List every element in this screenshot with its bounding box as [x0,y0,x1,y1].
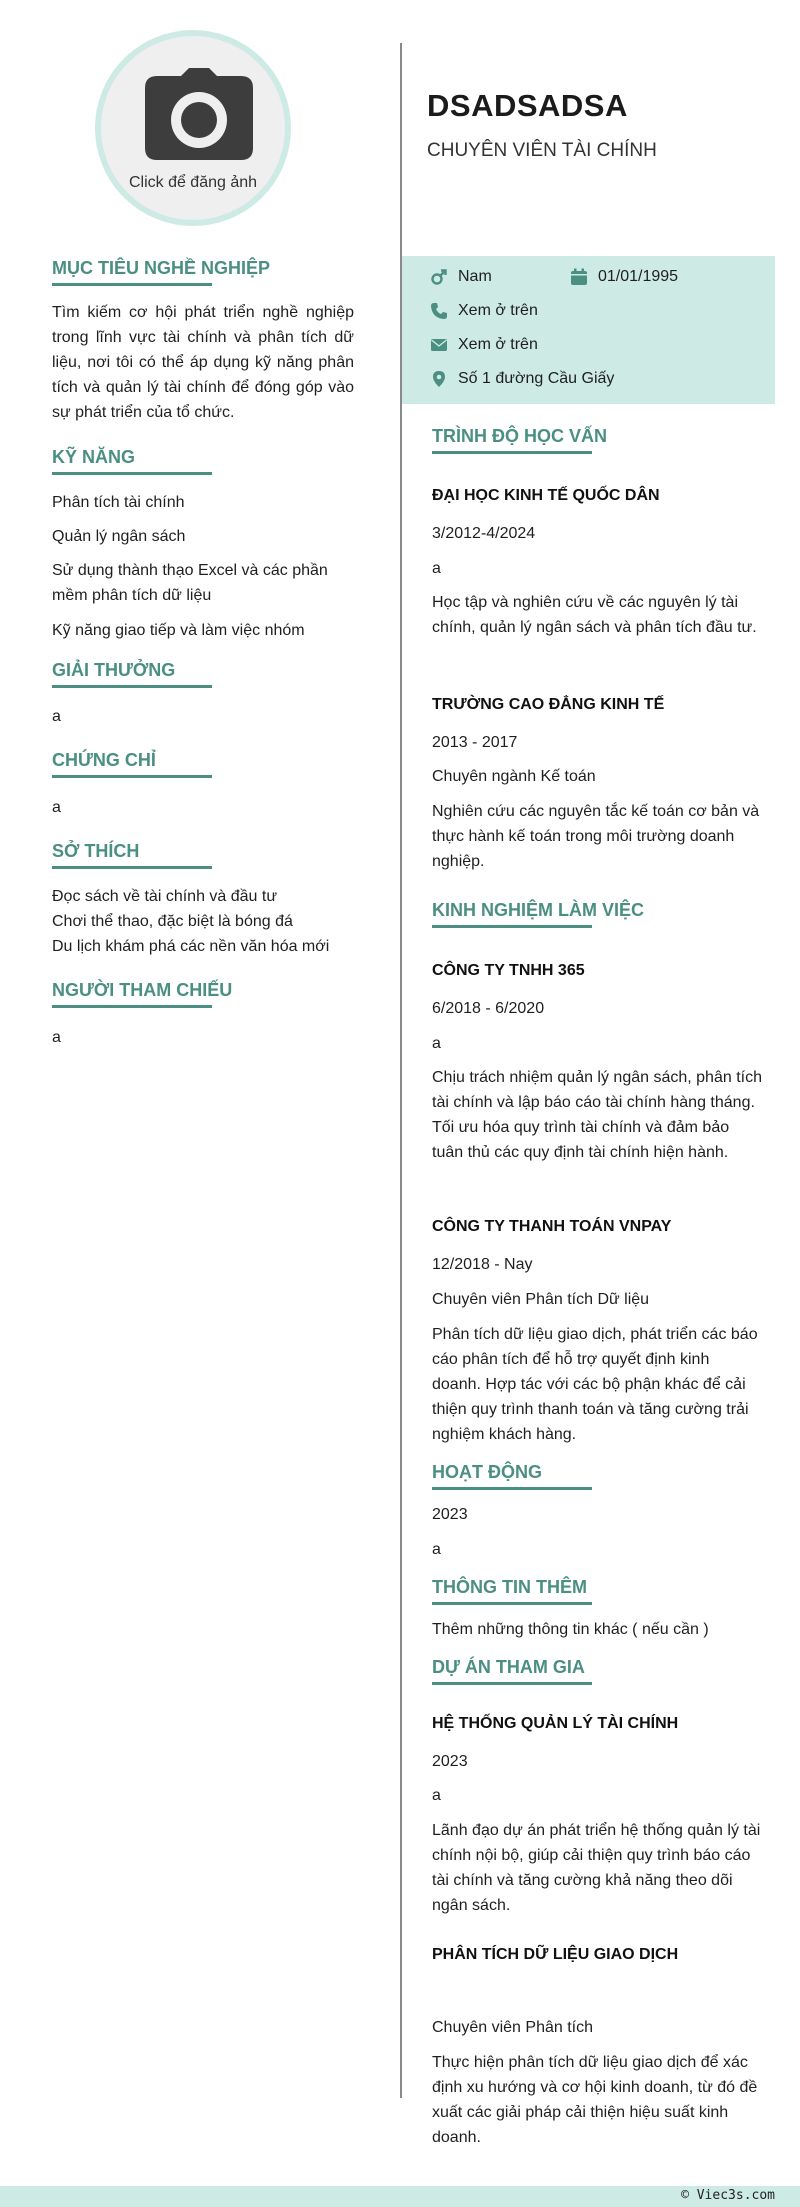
education-period: 3/2012-4/2024 [432,525,536,542]
camera-icon [145,68,253,160]
awards-title: GIẢI THƯỞNG [52,660,212,688]
education-school: ĐẠI HỌC KINH TẾ QUỐC DÂN [432,487,660,504]
experience-desc: Phân tích dữ liệu giao dịch, phát triển các báo cáo phân tích để hỗ trợ quyết định kinh doanh. Hợp tác với các bộ phận khác để cải thiện quy trình thanh toán và tăng cường trải nghiệm khách hàng. [432,1326,758,1443]
objective-text: Tìm kiếm cơ hội phát triển nghề nghiệp trong lĩnh vực tài chính và phân tích dữ liệu, nơi tôi có thể áp dụng kỹ năng phân tích và quản lý tài chính để đóng góp vào sự phát triển của tổ chức. [52,304,354,421]
gender-text: Nam [458,268,492,285]
activities-year: 2023 [432,1506,468,1523]
avatar-label: Click để đăng ảnh [128,174,258,191]
skill-item: Phân tích tài chính [52,494,185,511]
objective-title: MỤC TIÊU NGHỀ NGHIỆP [52,258,212,286]
project-name: PHÂN TÍCH DỮ LIỆU GIAO DỊCH [432,1946,679,1963]
experience-title: KINH NGHIỆM LÀM VIỆC [432,900,592,928]
education-period: 2013 - 2017 [432,734,518,751]
skill-item: Quản lý ngân sách [52,528,186,545]
map-marker-icon [430,370,448,388]
email-text: Xem ở trên [458,336,538,353]
experience-desc: Chịu trách nhiệm quản lý ngân sách, phân tích tài chính và lập báo cáo tài chính hàng tháng. Tối ưu hóa quy trình tài chính và đảm bảo tuân thủ các quy định tài chính hiện hành. [432,1069,762,1161]
hobby-item: Chơi thể thao, đặc biệt là bóng đá [52,913,293,930]
birthday-text: 01/01/1995 [598,268,679,285]
project-role: a [432,1787,441,1804]
additional-text: Thêm những thông tin khác ( nếu cần ) [432,1621,709,1638]
project-desc: Thực hiện phân tích dữ liệu giao dịch để xác định xu hướng và cơ hội kinh doanh, từ đó đề xuất các giải pháp cải thiện hiệu suất kinh doanh. [432,2054,758,2146]
phone-text: Xem ở trên [458,302,538,319]
education-desc: Học tập và nghiên cứu về các nguyên lý tài chính, quản lý ngân sách và phân tích đầu tư. [432,594,757,636]
hobby-item: Đọc sách về tài chính và đầu tư [52,888,278,905]
project-name: HỆ THỐNG QUẢN LÝ TÀI CHÍNH [432,1715,679,1732]
references-title: NGƯỜI THAM CHIẾU [52,980,212,1008]
address-text: Số 1 đường Cầu Giấy [458,370,615,387]
contact-address [430,370,614,388]
education-major: Chuyên ngành Kế toán [432,768,596,785]
awards-text: a [52,708,61,725]
hobbies-title: SỞ THÍCH [52,841,212,869]
experience-position: a [432,1035,441,1052]
education-title: TRÌNH ĐỘ HỌC VẤN [432,426,592,454]
job-title: CHUYÊN VIÊN TÀI CHÍNH [427,140,657,161]
education-school: TRƯỜNG CAO ĐẲNG KINH TẾ [432,696,665,713]
certificates-text: a [52,799,61,816]
avatar-upload[interactable] [95,30,291,226]
skill-item: Kỹ năng giao tiếp và làm việc nhóm [52,622,305,639]
phone-icon [430,302,448,320]
certificates-title: CHỨNG CHỈ [52,750,212,778]
education-desc: Nghiên cứu các nguyên tắc kế toán cơ bản và thực hành kế toán trong môi trường doanh nghiệp. [432,803,760,870]
envelope-icon [430,336,448,354]
project-period: 2023 [432,1753,468,1770]
education-major: a [432,560,441,577]
contact-gender [430,268,492,286]
activities-title: HOẠT ĐỘNG [432,1462,592,1490]
experience-period: 6/2018 - 6/2020 [432,1000,545,1017]
experience-position: Chuyên viên Phân tích Dữ liệu [432,1291,650,1308]
footer-credit[interactable]: © Viec3s.com [681,2188,775,2203]
contact-email [430,336,538,354]
references-text: a [52,1029,61,1046]
skills-title: KỸ NĂNG [52,447,212,475]
candidate-name: DSADSADSA [427,88,628,123]
contact-birthday [570,268,678,286]
experience-period: 12/2018 - Nay [432,1256,533,1273]
experience-company: CÔNG TY TNHH 365 [432,962,585,979]
calendar-icon [570,268,588,286]
skill-item: Sử dụng thành thạo Excel và các phần mềm phân tích dữ liệu [52,562,328,604]
activities-text: a [432,1541,441,1558]
projects-title: DỰ ÁN THAM GIA [432,1657,592,1685]
gender-icon [430,268,448,286]
contact-phone [430,302,538,320]
hobby-item: Du lịch khám phá các nền văn hóa mới [52,938,330,955]
experience-company: CÔNG TY THANH TOÁN VNPAY [432,1218,672,1235]
contact-box [402,256,775,404]
footer-bar [0,2186,800,2207]
project-desc: Lãnh đạo dự án phát triển hệ thống quản lý tài chính nội bộ, giúp cải thiện quy trình báo cáo tài chính và tăng cường khả năng theo dõi ngân sách. [432,1822,761,1914]
additional-title: THÔNG TIN THÊM [432,1577,592,1605]
project-role: Chuyên viên Phân tích [432,2019,593,2036]
